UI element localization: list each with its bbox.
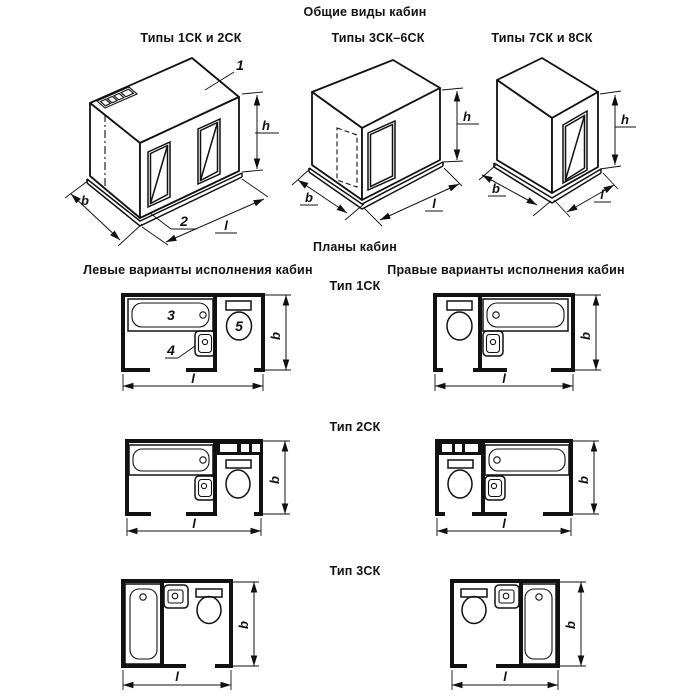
bathtub-symbol <box>129 445 213 475</box>
vent-block-symbol <box>215 439 263 455</box>
bathtub-symbol <box>483 299 568 331</box>
dim-l <box>123 371 263 391</box>
dim-l <box>127 516 261 536</box>
dim-label-l: l <box>600 187 604 202</box>
view-title-3: Типы 7СК и 8СК <box>491 31 593 45</box>
dim-label-b: b <box>305 190 313 205</box>
dim-label-l: l <box>502 371 506 386</box>
dim-label-b: b <box>576 476 591 484</box>
callout-bathtub: 3 <box>167 307 175 323</box>
callout-roof-panel: 1 <box>236 57 244 73</box>
dim-label-b: b <box>563 621 578 629</box>
dim-b <box>558 582 586 666</box>
toilet-symbol <box>448 460 473 498</box>
dim-label-b: b <box>578 332 593 340</box>
dim-b <box>231 582 259 666</box>
dim-label-l: l <box>192 516 196 531</box>
callout-toilet: 5 <box>235 318 243 334</box>
dim-label-l: l <box>502 516 506 531</box>
washbasin-symbol <box>164 585 188 608</box>
dim-label-l: l <box>191 371 195 386</box>
bathtub-symbol <box>125 584 162 664</box>
toilet-symbol <box>226 460 251 498</box>
plan-1sk-left <box>115 290 305 395</box>
washbasin-symbol <box>485 476 505 500</box>
dim-l <box>435 371 573 391</box>
dim-label-h: h <box>463 109 471 124</box>
washbasin-symbol <box>195 331 215 356</box>
dim-h <box>442 88 479 162</box>
dim-b <box>263 441 290 514</box>
dim-label-l: l <box>432 196 436 211</box>
dim-label-b: b <box>236 621 251 629</box>
dim-l <box>437 516 571 536</box>
vent-block-symbol <box>437 439 483 455</box>
plan-type-label-2sk: Тип 2СК <box>329 420 381 434</box>
isometric-view-1sk-2sk <box>58 50 286 252</box>
dim-h <box>600 91 636 169</box>
main-title: Общие виды кабин <box>303 5 427 19</box>
isometric-view-7sk-8sk <box>475 52 655 242</box>
plan-type-label-1sk: Тип 1СК <box>329 279 381 293</box>
callout-base-panel: 2 <box>180 213 188 229</box>
callout-washbasin: 4 <box>167 342 175 358</box>
dim-b <box>571 441 599 514</box>
dim-label-b: b <box>268 332 283 340</box>
dim-label-l: l <box>175 669 179 684</box>
dim-b <box>573 295 601 370</box>
plan-3sk-right <box>445 576 597 698</box>
dim-label-b: b <box>492 181 500 196</box>
toilet-symbol <box>196 589 222 624</box>
right-variants-title: Правые варианты исполнения кабин <box>387 263 625 277</box>
isometric-view-3sk-6sk <box>283 52 483 242</box>
washbasin-symbol <box>195 476 215 500</box>
toilet-symbol <box>447 301 472 340</box>
dim-label-b: b <box>81 193 89 208</box>
plan-type-label-3sk: Тип 3СК <box>329 564 381 578</box>
walls <box>121 293 265 372</box>
plan-2sk-left <box>118 435 303 538</box>
dim-h <box>242 92 279 172</box>
dim-label-h: h <box>262 118 270 133</box>
walls <box>433 293 575 372</box>
walls <box>450 579 560 668</box>
dim-label-l: l <box>503 669 507 684</box>
toilet-symbol <box>461 589 487 624</box>
dim-b <box>265 295 291 370</box>
view-title-1: Типы 1СК и 2СК <box>140 31 242 45</box>
dim-label-b: b <box>267 476 282 484</box>
view-title-2: Типы 3СК–6СК <box>331 31 425 45</box>
dim-label-h: h <box>621 112 629 127</box>
plan-3sk-left <box>118 576 270 698</box>
washbasin-symbol <box>495 585 519 608</box>
left-variants-title: Левые варианты исполнения кабин <box>83 263 313 277</box>
washbasin-symbol <box>483 331 503 356</box>
dim-label-l: l <box>224 218 228 233</box>
callout-leader-2 <box>150 213 197 229</box>
plan-2sk-right <box>428 435 613 538</box>
cabin-box <box>90 58 239 218</box>
dim-l <box>452 669 558 690</box>
plan-1sk-right <box>427 290 612 395</box>
bathtub-symbol <box>521 584 556 664</box>
plans-title: Планы кабин <box>313 240 397 254</box>
walls <box>121 579 233 668</box>
dim-l <box>123 669 231 690</box>
bathtub-symbol <box>485 445 569 475</box>
